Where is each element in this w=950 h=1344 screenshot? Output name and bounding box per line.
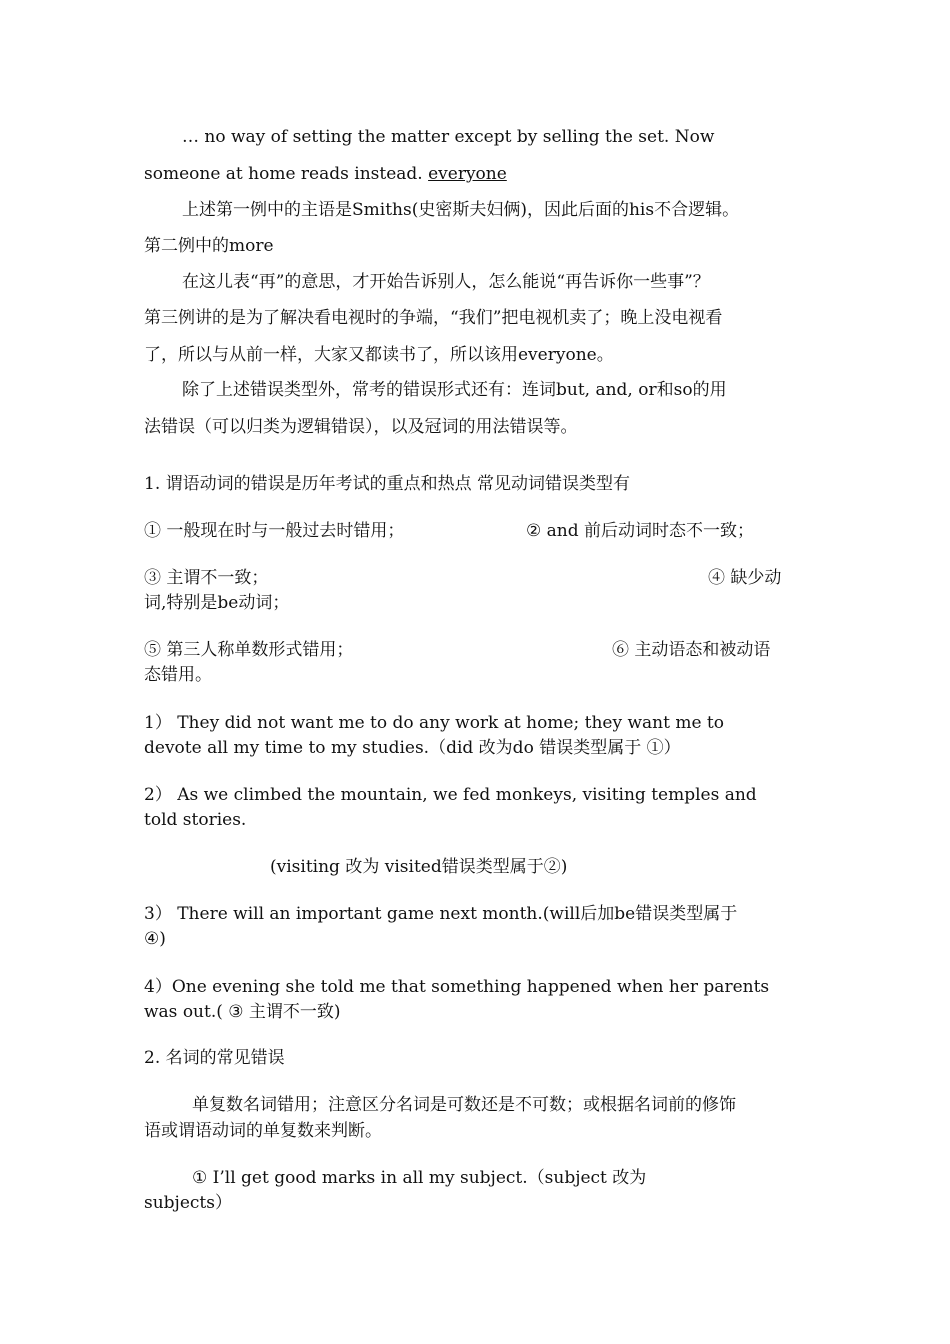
paragraph-line: … no way of setting the matter except by selling the set. Now [182,127,715,147]
example-line: 3） There will an important game next month.(will后加be错误类型属于 [144,904,738,924]
paragraph-line: 法错误（可以归类为逻辑错误），以及冠词的用法错误等。 [144,417,578,437]
paragraph-line: 单复数名词错用；注意区分名词是可数还是不可数；或根据名词前的修饰 [192,1095,736,1115]
error-type-item: ① 一般现在时与一般过去时错用； [144,521,405,541]
error-type-item: ④ 缺少动 [708,568,782,588]
error-type-item: ⑥ 主动语态和被动语 [612,640,771,660]
section-heading: 1. 谓语动词的错误是历年考试的重点和热点 常见动词错误类型有 [144,474,631,494]
paragraph-line: 了，所以与从前一样，大家又都读书了，所以该用everyone。 [144,345,614,365]
paragraph-line [144,163,507,185]
example-line: ④) [144,929,166,949]
paragraph-line: 上述第一例中的主语是Smiths(史密斯夫妇俩)，因此后面的his不合逻辑。 [182,200,740,220]
paragraph-line: 第二例中的more [144,236,274,256]
error-type-item: ③ 主谓不一致； [144,568,269,588]
paragraph-line: 语或谓语动词的单复数来判断。 [144,1121,382,1141]
error-type-item: 词,特别是be动词； [144,593,290,613]
example-line: told stories. [144,810,247,830]
paragraph-text: someone at home reads instead. [144,164,429,184]
error-type-item: 态错用。 [144,665,212,685]
paragraph-line: 除了上述错误类型外，常考的错误形式还有：连词but, and, or和so的用 [182,380,727,400]
example-line: ① I’ll get good marks in all my subject.（subject 改为 [192,1168,647,1188]
example-line: subjects） [144,1193,232,1213]
underlined-answer: everyone [428,164,507,184]
example-line: was out.( ③ 主谓不一致) [144,1002,341,1022]
error-type-item: ⑤ 第三人称单数形式错用； [144,640,354,660]
example-line: 4）One evening she told me that something happened when her parents [144,977,770,997]
example-line: 2） As we climbed the mountain, we fed monkeys, visiting temples and [144,785,757,805]
example-line: devote all my time to my studies.（did 改为do 错误类型属于 ①） [144,738,681,758]
paragraph-line: 第三例讲的是为了解决看电视时的争端，“我们”把电视机卖了；晚上没电视看 [144,308,723,328]
paragraph-line: 在这儿表“再”的意思，才开始告诉别人，怎么能说“再告诉你一些事”？ [182,272,710,292]
error-type-item: ② and 前后动词时态不一致； [526,521,755,541]
example-note: (visiting 改为 visited错误类型属于②) [270,857,568,877]
section-heading: 2. 名词的常见错误 [144,1048,285,1068]
example-line: 1） They did not want me to do any work at home; they want me to [144,713,724,733]
